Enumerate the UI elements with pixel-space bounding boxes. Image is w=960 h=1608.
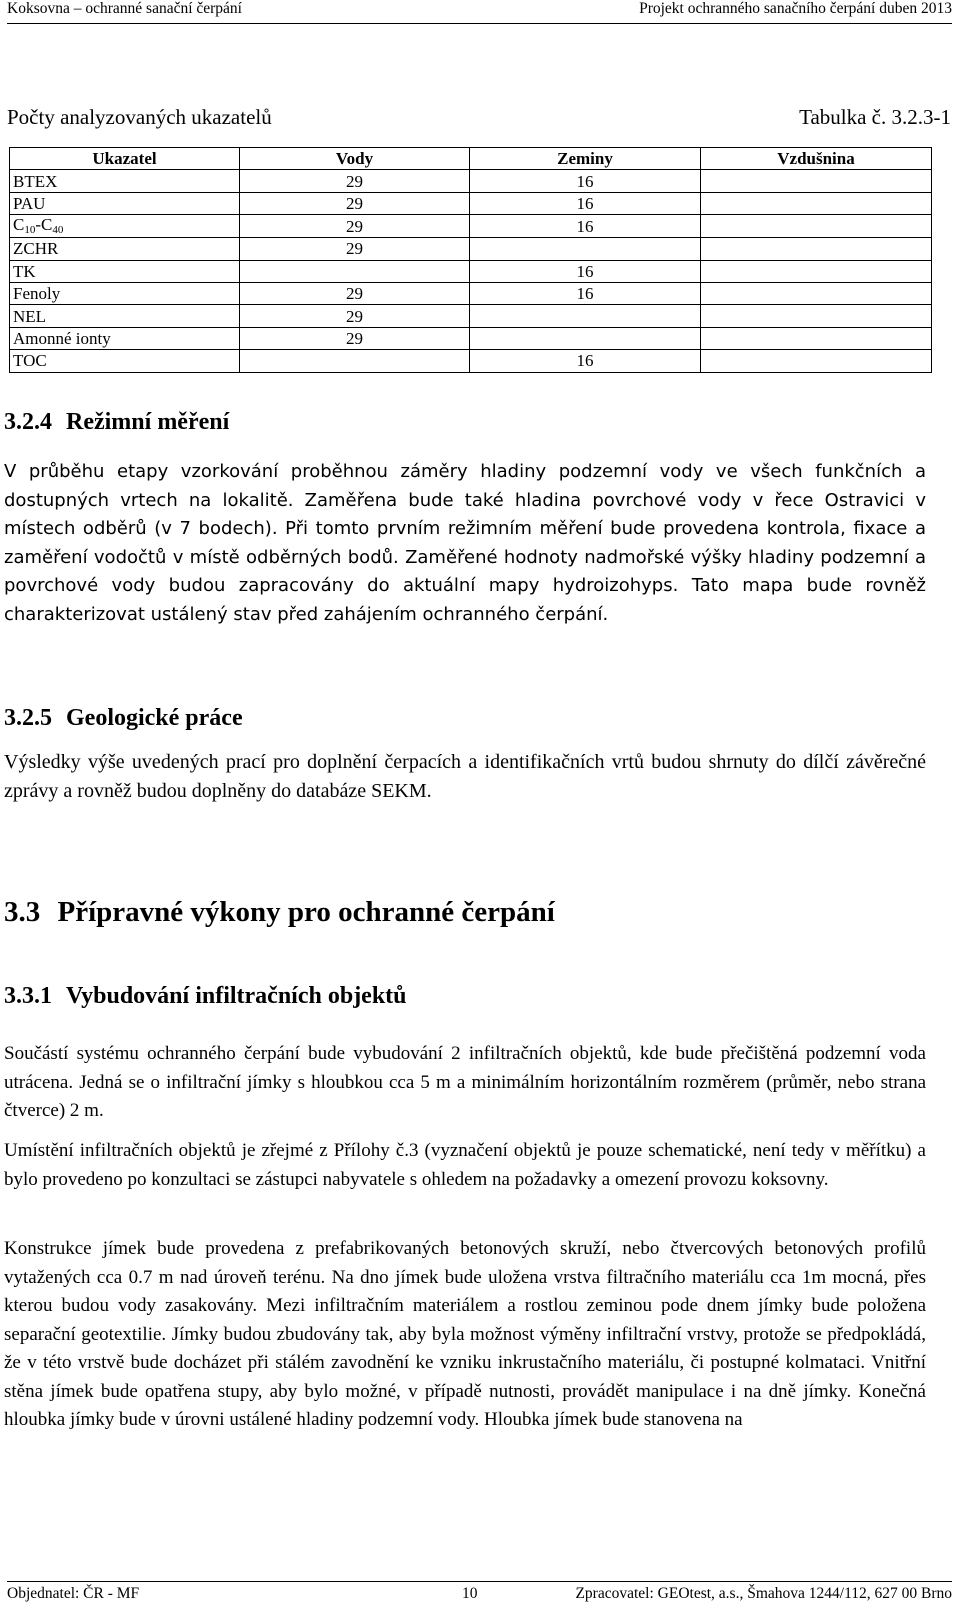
cell-zeminy: 16 [470, 260, 701, 282]
cell-zeminy: 16 [470, 170, 701, 192]
cell-name: Amonné ionty [10, 327, 240, 349]
cell-zeminy: 16 [470, 192, 701, 214]
cell-vody: 29 [240, 170, 470, 192]
footer-page-number: 10 [462, 1585, 478, 1602]
table-row [10, 327, 932, 349]
section-324-number: 3.2.4 [4, 409, 52, 435]
section-324-title: Režimní měření [66, 409, 230, 435]
cell-vzdusnina [701, 305, 932, 327]
indicators-table [9, 147, 932, 373]
section-324-paragraph: V průběhu etapy vzorkování proběhnou záměry hladiny podzemní vody ve všech funkčních a dostupných vrtech na lokalitě. Zaměřena bude také hladina povrchové vody v řece Ostravici v místech odběrů (v 7 bodech). Při tomto prvním režimním měření bude provedena kontrola, fixace a zaměření vodočtů v místě odběrných bodů. Zaměřené hodnoty nadmořské výšky hladiny podzemní a povrchové vody budou zapracovány do aktuální mapy hydroizohyps. Tato mapa bude rovněž charakterizovat ustálený stav před zahájením ochranného čerpání. [4, 461, 926, 625]
header-zeminy: Zeminy [470, 148, 701, 170]
table-row [10, 238, 932, 260]
section-325-number: 3.2.5 [4, 705, 52, 731]
footer-right-text: Zpracovatel: GEOtest, a.s., Šmahova 1244/112, 627 00 Brno [575, 1585, 952, 1602]
cell-zeminy [470, 327, 701, 349]
header-ukazatel: Ukazatel [10, 148, 240, 170]
section-325-title: Geologické práce [66, 705, 243, 731]
cell-zeminy: 16 [470, 215, 701, 238]
section-325-heading [4, 705, 243, 732]
section-331-paragraph-1: Součástí systému ochranného čerpání bude vybudování 2 infiltračních objektů, kde bude přečištěná podzemní voda utrácena. Jedná se o infiltrační jímky s hloubkou cca 5 m a minimálním horizontálním rozměrem (průměr, nebo strana čtverce) 2 m. [4, 1043, 926, 1121]
footer-divider [7, 1581, 952, 1582]
section-331-paragraph-3: Konstrukce jímek bude provedena z prefabrikovaných betonových skruží, nebo čtvercových betonových profilů vytažených cca 0.7 m nad úroveň terénu. Na dno jímek bude uložena vrstva filtračního materiálu cca 1m mocná, přes kterou budou vody zasakovány. Mezi infiltračním materiálem a rostlou zeminou pode dnem jímky bude položena separační geotextilie. Jímky budou zbudovány tak, aby byla možnost výměny infiltrační vrstvy, protože se předpokládá, že v této vrstvě bude docházet při stálém zavodnění ke vzniku inkrustačního materiálu, či postupné kolmataci. Vnitřní stěna jímek bude opatřena stupy, aby bylo možné, v případě nutnosti, provádět manipulace i na dně jímky. Konečná hloubka jímky bude v úrovni ustálené hladiny podzemní vody. Hloubka jímek bude stanovena na [4, 1238, 926, 1430]
cell-name: PAU [10, 192, 240, 214]
cell-vody: 29 [240, 215, 470, 238]
cell-name [10, 215, 240, 238]
cell-vody: 29 [240, 238, 470, 260]
section-33-title: Přípravné výkony pro ochranné čerpání [57, 896, 555, 928]
section-331-number: 3.3.1 [4, 983, 52, 1009]
cell-name: Fenoly [10, 282, 240, 304]
cell-vzdusnina [701, 238, 932, 260]
header-divider [7, 23, 952, 24]
cell-name-base: C [13, 215, 25, 235]
table-row [10, 282, 932, 304]
cell-zeminy [470, 305, 701, 327]
cell-name: ZCHR [10, 238, 240, 260]
table-caption-label: Tabulka č. 3.2.3-1 [799, 105, 951, 129]
cell-zeminy [470, 238, 701, 260]
table-row [10, 215, 932, 238]
cell-vzdusnina [701, 260, 932, 282]
header-right-text: Projekt ochranného sanačního čerpání duben 2013 [639, 0, 952, 17]
section-331-title: Vybudování infiltračních objektů [66, 983, 407, 1009]
table-header-row [10, 148, 932, 170]
cell-zeminy: 16 [470, 350, 701, 372]
cell-vody: 29 [240, 282, 470, 304]
section-331-paragraph-2: Umístění infiltračních objektů je zřejmé z Přílohy č.3 (vyznačení objektů je pouze schematické, není tedy v měřítku) a bylo provedeno po konzultaci se zástupci nabyvatele s ohledem na požadavky a omezení provozu koksovny. [4, 1140, 926, 1190]
section-33-heading [4, 896, 555, 929]
cell-vody [240, 260, 470, 282]
section-325-paragraph: Výsledky výše uvedených prací pro doplnění čerpacích a identifikačních vrtů budou shrnuty do dílčí závěrečné zprávy a rovněž budou doplněny do databáze SEKM. [4, 751, 926, 802]
cell-vzdusnina [701, 192, 932, 214]
cell-vzdusnina [701, 350, 932, 372]
section-331-heading [4, 983, 407, 1010]
table-row [10, 192, 932, 214]
cell-vzdusnina [701, 327, 932, 349]
header-vzdusnina: Vzdušnina [701, 148, 932, 170]
footer-left-text: Objednatel: ČR - MF [7, 1585, 140, 1602]
cell-vzdusnina [701, 215, 932, 238]
table-row [10, 350, 932, 372]
table-caption-title: Počty analyzovaných ukazatelů [7, 105, 272, 129]
cell-vzdusnina [701, 282, 932, 304]
header-vody: Vody [240, 148, 470, 170]
cell-name: TK [10, 260, 240, 282]
cell-vody [240, 350, 470, 372]
section-33-number: 3.3 [4, 896, 41, 928]
cell-name: NEL [10, 305, 240, 327]
header-left-text: Koksovna – ochranné sanační čerpání [7, 0, 242, 17]
cell-name: BTEX [10, 170, 240, 192]
section-324-heading [4, 409, 229, 436]
table-row [10, 170, 932, 192]
cell-vzdusnina [701, 170, 932, 192]
cell-name-sub-2: 40 [52, 224, 64, 237]
cell-vody: 29 [240, 305, 470, 327]
cell-name-mid: -C [35, 215, 53, 235]
cell-name: TOC [10, 350, 240, 372]
cell-name-sub-1: 10 [24, 224, 36, 237]
table-row [10, 260, 932, 282]
table-row [10, 305, 932, 327]
cell-vody: 29 [240, 327, 470, 349]
cell-zeminy: 16 [470, 282, 701, 304]
cell-vody: 29 [240, 192, 470, 214]
